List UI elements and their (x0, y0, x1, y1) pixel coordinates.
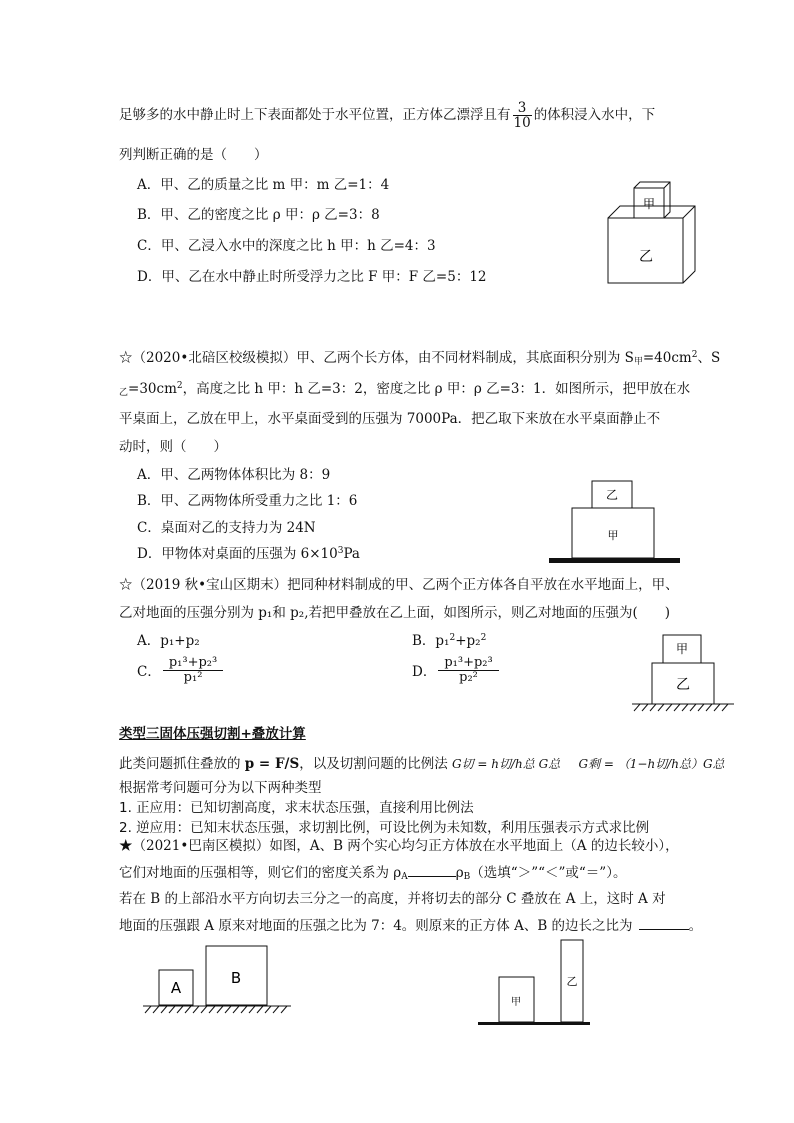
q1-option-b: B．甲、乙的密度之比 ρ 甲：ρ 乙=3：8 (137, 207, 380, 223)
q1-cube-yi (608, 206, 695, 283)
q3-label-yi: 乙 (676, 677, 690, 693)
q1-option-d: D．甲、乙在水中静止时所受浮力之比 F 甲：F 乙=5：12 (137, 269, 487, 285)
q4-stem-line4 (119, 914, 702, 934)
q4-line4b: 。 (688, 918, 703, 934)
q1-stem-line2: 列判断正确的是（ ） (119, 147, 268, 163)
q2-line2-sup: 2 (176, 381, 183, 391)
q2-line2b: ，高度之比 h 甲：h 乙=3：2，密度之比 ρ 甲：ρ 乙=3：1．如图所示，把甲放在水 (182, 381, 691, 397)
q3-stem-line1: ☆（2019 秋•宝山区期末）把同种材料制成的甲、乙两个正方体各自平放在水平地面上，甲、 (119, 577, 679, 593)
q4-line2b: ρ (455, 865, 464, 881)
q3-option-b (412, 629, 486, 649)
q4-stem-line3: 若在 B 的上部沿水平方向切去三分之一的高度，并将切去的部分 C 叠放在 A 上，这时 A 对 (119, 891, 666, 907)
q3-stem-line2: 乙对地面的压强分别为 p₁和 p₂,若把甲叠放在乙上面，如图所示，则乙对地面的压强为( ) (119, 605, 671, 621)
q4-label-b: B (230, 969, 242, 987)
section-intro-b: ，以及切割问题的比例法 (299, 756, 448, 772)
q1-label-yi: 乙 (639, 249, 653, 265)
q2-line1-sub: 甲 (633, 357, 643, 367)
q3-frac-d-num: p₁³+p₂³ (438, 656, 498, 671)
q4-ground-ab (143, 1006, 291, 1013)
q1-stem-part2: 的体积浸入水中，下 (533, 107, 656, 124)
section-type1: 1. 正应用：已知切割高度，求末状态压强，直接利用比例法 (119, 800, 474, 816)
q3-option-b-mid: +p₂ (455, 633, 481, 649)
section-intro (119, 752, 725, 772)
section-heading: 类型三固体压强切割+叠放计算 (119, 726, 306, 742)
q3-option-a: A．p₁+p₂ (137, 633, 200, 649)
q1-frac-num: 3 (513, 101, 532, 116)
q4-blank-2[interactable] (639, 929, 689, 930)
q3-option-d (412, 656, 501, 684)
q3-ground (632, 704, 734, 711)
q4-label-yi: 乙 (566, 975, 578, 988)
q2-option-d-sup: 3 (337, 546, 344, 556)
q1-figure (600, 175, 705, 290)
q3-option-b-sup2: 2 (480, 633, 487, 643)
q3-option-c-fraction (163, 656, 223, 684)
q2-line2a: =30cm (128, 381, 177, 397)
q3-option-b-sup1: 2 (449, 633, 456, 643)
q3-option-d-label: D． (412, 664, 437, 681)
section-intro-formula: p = F/S (244, 756, 300, 772)
section-g-cut: G切 = h切/h总 G总 (452, 757, 561, 771)
q3-frac-c-den: p₁² (183, 669, 203, 685)
q3-frac-d-den: p₂² (459, 669, 478, 685)
q4-figure-ab (143, 940, 293, 1020)
q2-figure (548, 478, 683, 568)
q1-frac-den: 10 (513, 115, 531, 132)
q4-line2-sub1: A (401, 872, 408, 882)
q2-line1a: ☆（2020•北碚区校级模拟）甲、乙两个长方体，由不同材料制成，其底面积分别为 S (119, 350, 634, 366)
section-types: 根据常考问题可分为以下两种类型 (119, 780, 322, 796)
q2-stem-line4: 动时，则（ ） (119, 439, 227, 455)
q2-option-d-a: D．甲物体对桌面的压强为 6×10 (137, 546, 338, 562)
q2-line1b: =40cm (642, 350, 692, 366)
q1-option-c: C．甲、乙浸入水中的深度之比 h 甲：h 乙=4：3 (137, 238, 436, 254)
q1-stem-part1: 足够多的水中静止时上下表面都处于水平位置，正方体乙漂浮且有 (119, 107, 511, 124)
q3-frac-c-num: p₁³+p₂³ (163, 656, 223, 671)
q4-figure-jia-yi (475, 935, 595, 1030)
q2-stem-line1 (119, 346, 720, 367)
q2-line2-sub: 乙 (119, 388, 129, 398)
q4-line2c: （选填“＞”“＜”或“＝”）。 (470, 865, 627, 881)
q1-option-a: A．甲、乙的质量之比 m 甲：m 乙=1：4 (137, 177, 390, 193)
q4-blank-1[interactable] (408, 876, 456, 877)
q2-option-d-b: Pa (343, 546, 360, 562)
section-intro-a: 此类问题抓住叠放的 (119, 756, 241, 772)
q2-line1c: 、S (697, 350, 721, 366)
section-type2: 2. 逆应用：已知末状态压强，求切割比例，可设比例为未知数，利用压强表示方式求比例 (119, 820, 650, 836)
q4-line2-sub2: B (463, 872, 471, 882)
q1-fraction (513, 101, 532, 130)
q2-label-yi: 乙 (605, 488, 619, 502)
q2-label-jia: 甲 (607, 529, 619, 542)
q2-option-c: C．桌面对乙的支持力为 24N (137, 520, 316, 536)
q3-figure (630, 632, 740, 714)
q4-line2a: 它们对地面的压强相等，则它们的密度关系为 ρ (119, 865, 402, 881)
q4-stem-line2 (119, 861, 626, 882)
q2-stem-line3: 平桌面上，乙放在甲上，水平桌面受到的压强为 7000Pa．把乙取下来放在水平桌面静止不 (119, 411, 661, 427)
q3-option-c (137, 656, 225, 684)
section-g-left: G剩 = （1−h切/h总）G总 (578, 757, 725, 771)
q4-stem-line1: ★（2021•巴南区模拟）如图，A、B 两个实心均匀正方体放在水平地面上（A 的边长较小）， (119, 838, 679, 854)
q2-stem-line2 (119, 377, 690, 398)
q2-option-a: A．甲、乙两物体体积比为 8：9 (137, 467, 331, 483)
q2-table (549, 558, 680, 563)
q3-option-d-fraction (438, 656, 498, 684)
q2-line1-sup: 2 (691, 350, 698, 360)
q4-line4a: 地面的压强跟 A 原来对地面的压强之比为 7：4。则原来的正方体 A、B 的边长之比为 (119, 918, 633, 934)
q1-label-jia: 甲 (642, 197, 656, 211)
q3-option-b-pre: B．p₁ (412, 633, 450, 649)
q1-stem-line1 (119, 101, 655, 130)
q3-option-c-label: C． (137, 664, 161, 681)
q4-label-a: A (170, 979, 182, 997)
q4-label-jia: 甲 (511, 997, 521, 1008)
q4-ground-jia-yi (478, 1022, 590, 1025)
q3-label-jia: 甲 (675, 642, 689, 656)
q2-option-d (137, 542, 360, 562)
q2-option-b: B．甲、乙两物体所受重力之比 1：6 (137, 493, 358, 509)
